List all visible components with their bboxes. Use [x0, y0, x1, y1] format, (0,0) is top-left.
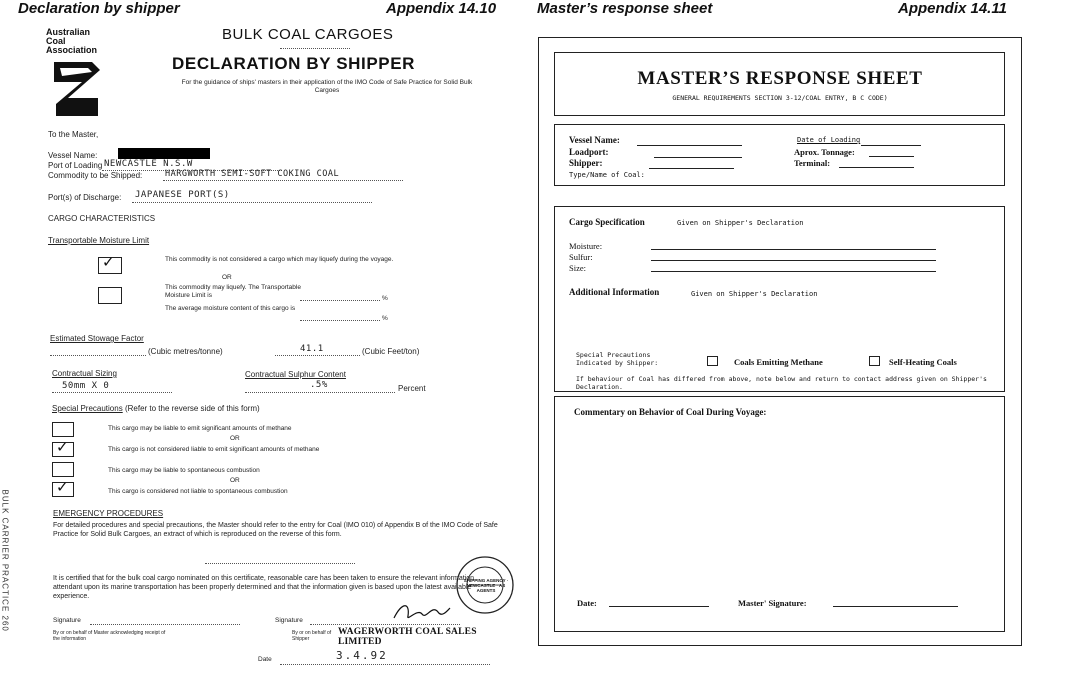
sulphur-unit: Percent: [398, 384, 426, 393]
tml-pct-2: %: [382, 315, 388, 322]
sp-option-2: This cargo is not considered liable to emit significant amounts of methane: [108, 446, 320, 453]
stowage-unit-metric: (Cubic metres/tonne): [148, 347, 223, 356]
redacted-vessel-name: [118, 148, 210, 159]
tml-may-liquefy-checkbox[interactable]: [98, 287, 122, 304]
emergency-heading: EMERGENCY PROCEDURES: [53, 509, 164, 518]
bulk-coal-title: BULK COAL CARGOES: [222, 26, 394, 43]
rs-vessel-field[interactable]: [637, 145, 742, 146]
sizing-value: 50mm X 0: [62, 381, 110, 391]
rs-self-heating-label: Self-Heating Coals: [889, 357, 957, 367]
rs-moisture-field[interactable]: [651, 249, 936, 250]
certified-text: It is certified that for the bulk coal cargo nominated on this certificate, reasonable care has been taken to ensure the relevant information attendant upon its marine transportation has been properly determined and that the information given is based upon the latest available experience.: [53, 575, 475, 600]
stowage-value: 41.1: [300, 344, 324, 354]
rs-terminal-label: Terminal:: [794, 158, 831, 168]
aca-logo-icon: [48, 58, 106, 120]
rs-commentary-label: Commentary on Behavior of Coal During Voyage:: [574, 407, 767, 417]
rs-methane-checkbox[interactable]: [707, 356, 718, 366]
sp-option-4: This cargo is considered not liable to spontaneous combustion: [108, 488, 288, 495]
combustion-liable-checkbox[interactable]: [52, 462, 74, 477]
check-mark-icon: ✓: [56, 479, 69, 496]
or-label-3: OR: [230, 477, 240, 484]
rs-type-coal-label: Type/Name of Coal:: [569, 171, 645, 179]
right-page-title: Master’s response sheet: [537, 0, 713, 17]
check-mark-icon: ✓: [102, 254, 115, 271]
signature-shipper-note: By or on behalf of Shipper: [292, 630, 332, 642]
or-label-2: OR: [230, 435, 240, 442]
rs-tonnage-field[interactable]: [869, 156, 914, 157]
vessel-name-label: Vessel Name:: [48, 151, 98, 160]
tml-not-liquefy-checkbox[interactable]: [98, 254, 122, 274]
rs-vessel-label: Vessel Name:: [569, 135, 620, 145]
commodity-label: Commodity to be Shipped:: [48, 171, 143, 180]
rs-sulfur-label: Sulfur:: [569, 252, 593, 262]
response-title: MASTER’S RESPONSE SHEET: [637, 68, 923, 89]
rs-master-signature-label: Master' Signature:: [738, 598, 807, 608]
shipper-signature-scribble: [392, 598, 452, 624]
rs-shipper-field[interactable]: [649, 168, 734, 169]
rs-loadport-field[interactable]: [654, 157, 742, 158]
rs-size-field[interactable]: [651, 271, 936, 272]
right-appendix-label: Appendix 14.11: [898, 0, 1007, 17]
rs-sulfur-field[interactable]: [651, 260, 936, 261]
tml-option-2: This commodity may liquefy. The Transportable Moisture Limit is: [165, 284, 301, 299]
special-precautions-heading: [52, 404, 260, 414]
sulphur-value: .5%: [310, 380, 328, 390]
emergency-text: For detailed procedures and special precautions, the Master should refer to the entry for Coal (IMO 010) of Appendix B of the IMO Code of Safe Practice for Solid Bulk Cargoes, an extract of which is reproduced on the reverse of this form.: [53, 522, 498, 538]
stowage-unit-imperial: (Cubic Feet/ton): [362, 347, 420, 356]
rs-terminal-field[interactable]: [839, 167, 914, 168]
rs-self-heating-checkbox[interactable]: [869, 356, 880, 366]
cargo-characteristics-heading: CARGO CHARACTERISTICS: [48, 214, 156, 223]
or-label: OR: [222, 274, 232, 281]
rs-master-signature-field[interactable]: [833, 606, 958, 607]
rs-additional-label: Additional Information: [569, 287, 660, 297]
rs-cargo-spec-given: Given on Shipper's Declaration: [677, 219, 804, 227]
tml-option-1: This commodity is not considered a cargo which may liquefy during the voyage.: [165, 256, 394, 263]
left-appendix-label: Appendix 14.10: [386, 0, 497, 17]
rs-date-field[interactable]: [609, 606, 709, 607]
tml-option-3: The average moisture content of this cargo is: [165, 305, 296, 312]
rs-size-label: Size:: [569, 263, 586, 273]
rs-special-precautions-label: Special Precautions Indicated by Shipper:: [576, 351, 659, 367]
rs-loadport-label: Loadport:: [569, 147, 609, 157]
stowage-heading: Estimated Stowage Factor: [50, 334, 144, 343]
check-mark-icon: ✓: [56, 439, 69, 456]
commodity-value: HARGWORTH SEMI-SOFT COKING COAL: [165, 169, 340, 179]
date-value: 3.4.92: [336, 649, 388, 662]
tml-heading: Transportable Moisture Limit: [48, 236, 150, 245]
port-loading-label: Port of Loading: [48, 161, 103, 170]
rs-behaviour-note: If behaviour of Coal has differed from above, note below and return to contact address given on Shipper's Declaration.: [576, 375, 987, 391]
rs-shipper-label: Shipper:: [569, 158, 603, 168]
rs-methane-label: Coals Emitting Methane: [734, 357, 823, 367]
date-label: Date: [258, 656, 272, 663]
discharge-value: JAPANESE PORT(S): [135, 190, 230, 200]
special-precautions-title: Special Precautions: [52, 404, 123, 413]
sp-option-1: This cargo may be liable to emit significant amounts of methane: [108, 425, 292, 432]
response-sheet: [538, 37, 1022, 646]
tml-pct-1: %: [382, 295, 388, 302]
guidance-text: For the guidance of ships' masters in their application of the IMO Code of Safe Practice for Solid Bulk Cargoes: [181, 79, 473, 94]
sizing-heading: Contractual Sizing: [52, 369, 117, 378]
signature-shipper-label: Signature: [275, 617, 303, 624]
declaration-form: [0, 0, 520, 677]
special-precautions-note: (Refer to the reverse side of this form): [124, 404, 260, 413]
company-name: WAGERWORTH COAL SALES LIMITED: [338, 627, 477, 647]
methane-emit-checkbox[interactable]: [52, 422, 74, 437]
signature-master-label: Signature: [53, 617, 81, 624]
response-subtitle: GENERAL REQUIREMENTS SECTION 3-12/COAL ENTRY, B C CODE): [672, 94, 888, 102]
rs-cargo-spec-label: Cargo Specification: [569, 217, 645, 227]
aca-logo-text: Australian Coal Association: [46, 27, 98, 55]
rs-moisture-label: Moisture:: [569, 241, 603, 251]
declaration-main-title: DECLARATION BY SHIPPER: [172, 54, 416, 73]
rs-date-loading-label: Date of Loading: [797, 136, 861, 144]
to-master-label: To the Master,: [48, 130, 99, 139]
sulphur-heading: Contractual Sulphur Content: [245, 370, 346, 379]
port-loading-value: NEWCASTLE N.S.W: [104, 159, 193, 169]
agent-stamp-text: SHIPPING AGENCY · NEWCASTLE · AS AGENTS: [463, 578, 509, 593]
rs-date-label: Date:: [577, 598, 597, 608]
side-running-text: BULK CARRIER PRACTICE 260: [0, 489, 10, 632]
left-page-title: Declaration by shipper: [18, 0, 180, 17]
rs-tonnage-label: Aprox. Tonnage:: [794, 147, 855, 157]
combustion-not-liable-checkbox[interactable]: [52, 479, 74, 497]
rs-date-loading-field[interactable]: [861, 145, 921, 146]
signature-master-note: By or on behalf of Master acknowledging receipt of the information: [53, 630, 166, 642]
discharge-label: Port(s) of Discharge:: [48, 193, 122, 202]
rs-additional-given: Given on Shipper's Declaration: [691, 290, 818, 298]
sp-option-3: This cargo may be liable to spontaneous combustion: [108, 467, 260, 474]
commentary-box[interactable]: [554, 396, 1005, 632]
methane-not-emit-checkbox[interactable]: [52, 439, 74, 457]
